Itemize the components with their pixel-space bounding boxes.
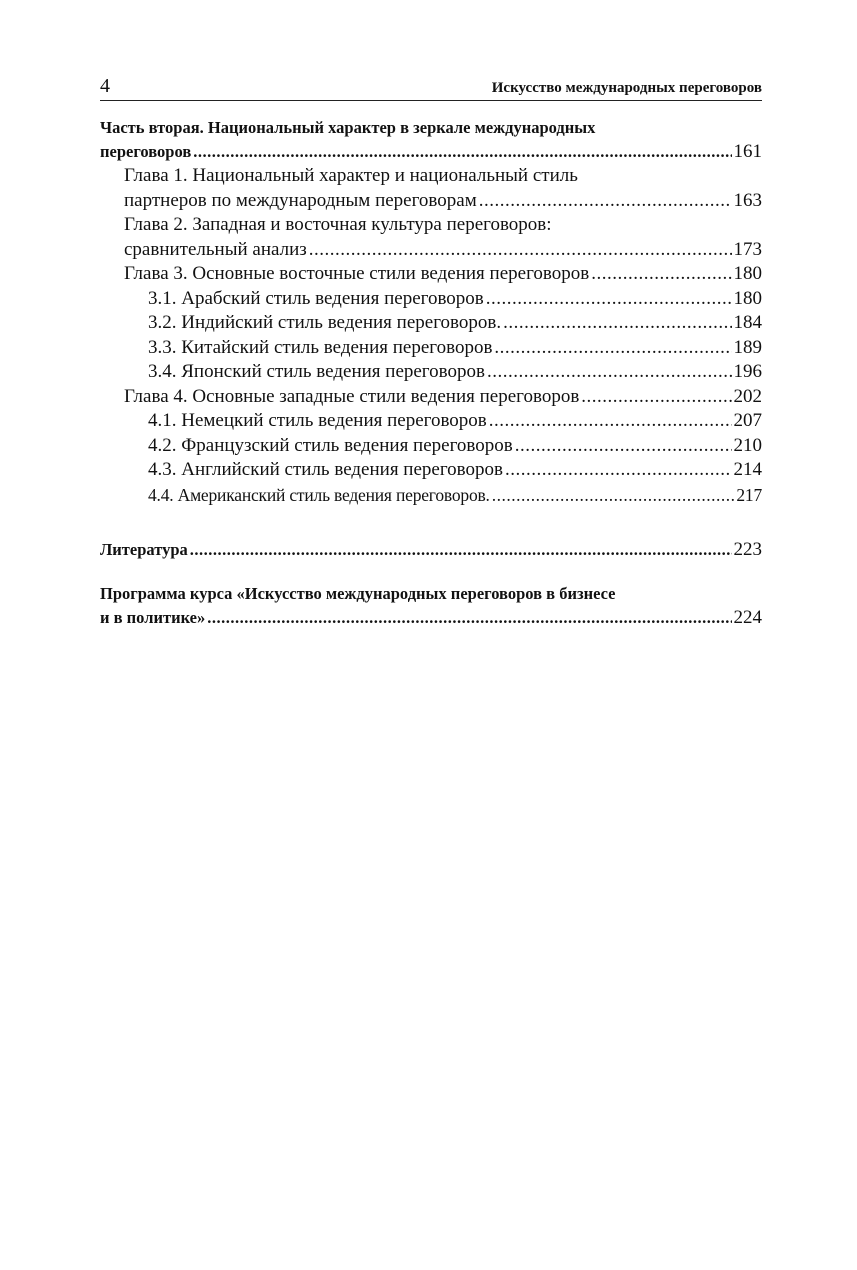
toc-entry-section-3-2[interactable] (100, 311, 762, 336)
running-title: Искусство международных переговоров (491, 80, 762, 96)
leader-dots (190, 538, 732, 558)
leader-dots (489, 409, 732, 432)
toc-page-number: 180 (733, 287, 762, 309)
toc-page-number: 224 (733, 607, 762, 628)
toc-entry-title: 3.2. Индийский стиль ведения переговоров. (148, 312, 502, 333)
toc-entry-title-line1: Глава 1. Национальный характер и национальный стиль (124, 165, 578, 186)
toc-entry-title: Глава 3. Основные восточные стили ведения переговоров (124, 263, 590, 284)
leader-dots (479, 189, 732, 212)
toc-entry-title-line1: Часть вторая. Национальный характер в зеркале международных (100, 118, 596, 137)
toc-entry-chapter-1[interactable] (100, 164, 762, 213)
toc-entry-section-3-4[interactable] (100, 360, 762, 385)
leader-dots (591, 262, 731, 285)
toc-page-number: 163 (733, 189, 762, 211)
toc-page-number: 189 (733, 336, 762, 358)
toc-entry-title: Литература (100, 540, 188, 559)
toc-entry-title: Глава 4. Основные западные стили ведения переговоров (124, 385, 580, 407)
leader-dots (309, 238, 732, 261)
toc-page-number: 173 (733, 238, 762, 260)
toc-page-number: 161 (733, 141, 762, 162)
leader-dots (487, 360, 732, 383)
toc-entry-title: 3.3. Китайский стиль ведения переговоров (148, 336, 493, 358)
leader-dots (486, 287, 732, 310)
toc-page-number: 210 (733, 434, 762, 456)
toc-entry-title-line2: и в политике» (100, 608, 206, 627)
toc-entry-title: 3.4. Японский стиль ведения переговоров (148, 361, 485, 382)
toc-entry-chapter-4[interactable] (100, 385, 762, 410)
toc-entry-chapter-2[interactable] (100, 213, 762, 262)
leader-dots (207, 606, 731, 626)
toc-entry-section-4-2[interactable] (100, 434, 762, 459)
toc-entry-title: 4.1. Немецкий стиль ведения переговоров (148, 410, 487, 431)
toc-entry-title: 3.1. Арабский стиль ведения переговоров (148, 287, 484, 309)
leader-dots (515, 434, 732, 457)
leader-dots (193, 140, 731, 160)
toc-entry-literature[interactable] (100, 538, 762, 562)
toc-page-number: 196 (733, 361, 762, 382)
toc-entry-title: 4.3. Английский стиль ведения переговоров (148, 459, 503, 480)
leader-dots (503, 311, 731, 334)
toc-entry-course-program[interactable] (100, 582, 762, 630)
toc-entry-section-4-4[interactable] (100, 483, 762, 508)
toc-entry-title-line2: партнеров по международным переговорам (124, 189, 477, 211)
table-of-contents (100, 116, 762, 630)
toc-entry-chapter-3[interactable] (100, 262, 762, 287)
toc-page-number: 180 (733, 263, 762, 284)
toc-entry-section-3-3[interactable] (100, 336, 762, 361)
toc-entry-title-line1: Программа курса «Искусство международных переговоров в бизнесе (100, 584, 616, 603)
toc-entry-title-line1: Глава 2. Западная и восточная культура переговоров: (124, 214, 552, 235)
toc-entry-title-line2: переговоров (100, 142, 192, 161)
leader-dots (494, 336, 731, 359)
leader-dots (505, 458, 732, 481)
toc-page-number: 207 (733, 410, 762, 431)
toc-entry-section-3-1[interactable] (100, 287, 762, 312)
toc-page-number: 217 (736, 484, 762, 505)
toc-entry-title-line2: сравнительный анализ (124, 238, 307, 260)
leader-dots (581, 385, 731, 408)
toc-entry-title: 4.4. Американский стиль ведения переговоров. (148, 484, 490, 505)
toc-page-number: 214 (733, 459, 762, 480)
page-header (100, 74, 762, 101)
toc-entry-part-2[interactable] (100, 116, 762, 164)
toc-page-number: 184 (733, 312, 762, 333)
page-number: 4 (100, 75, 110, 97)
toc-page-number: 223 (733, 539, 762, 560)
toc-entry-section-4-3[interactable] (100, 458, 762, 483)
leader-dots (492, 483, 735, 504)
toc-entry-title: 4.2. Французский стиль ведения переговоров (148, 434, 513, 456)
toc-page-number: 202 (733, 385, 762, 407)
toc-entry-section-4-1[interactable] (100, 409, 762, 434)
